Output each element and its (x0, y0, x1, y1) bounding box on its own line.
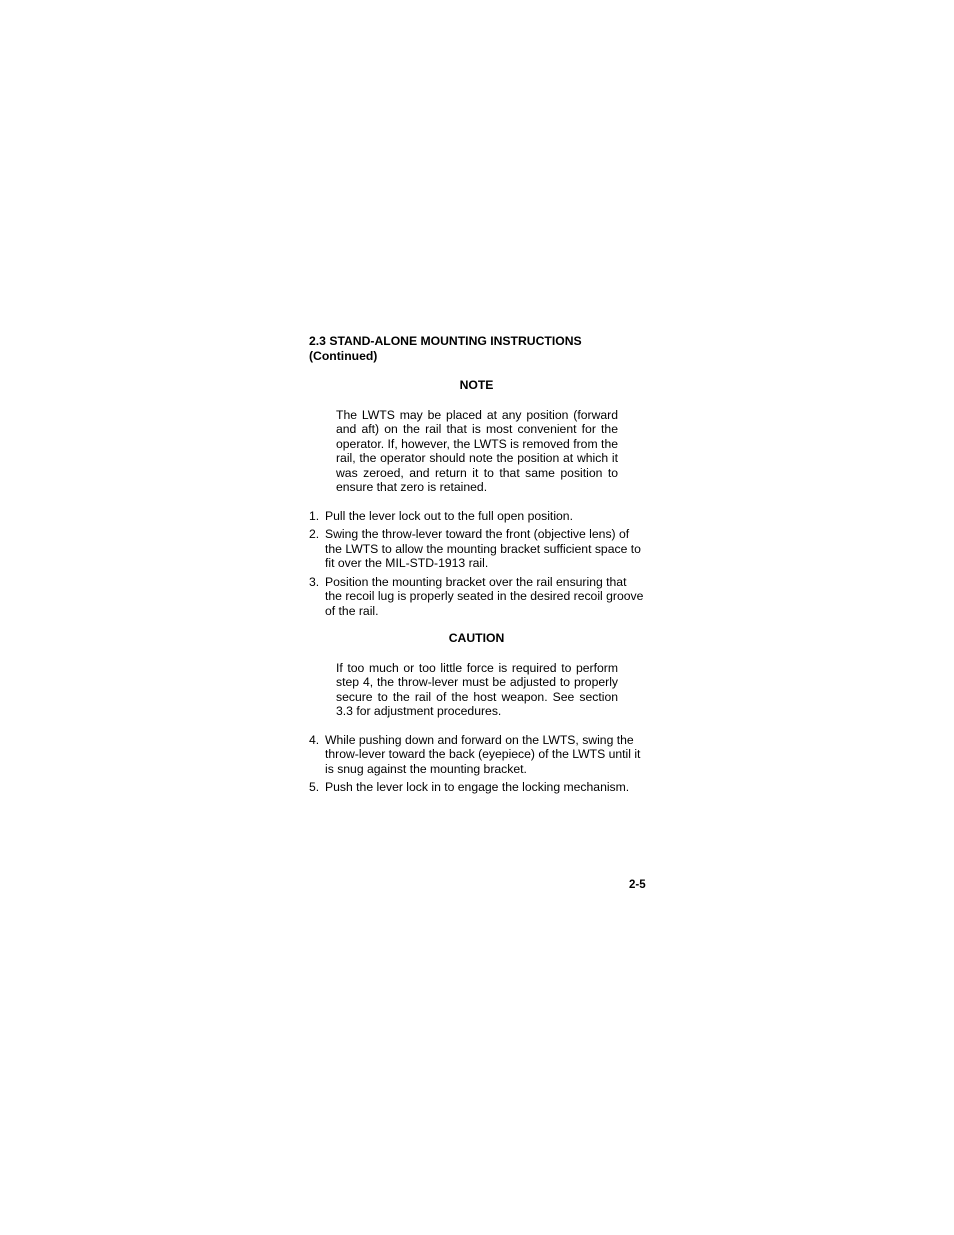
note-title: NOTE (459, 378, 494, 392)
manual-page-content (309, 334, 644, 799)
step-text: Swing the throw-lever toward the front (objective lens) of the LWTS to allow the mounting bracket sufficient space to fit over the MIL-STD-1913 rail. (325, 527, 641, 570)
instruction-step (309, 780, 644, 795)
instruction-step (309, 527, 644, 571)
instruction-steps-list (309, 509, 644, 619)
step-number: 3. (309, 574, 320, 589)
instruction-step (309, 509, 644, 524)
instruction-steps-list-continued (309, 733, 644, 795)
step-text: Pull the lever lock out to the full open position. (325, 508, 573, 523)
step-text: Push the lever lock in to engage the locking mechanism. (325, 780, 630, 794)
step-number: 2. (309, 527, 320, 541)
step-text: While pushing down and forward on the LWTS, swing the throw-lever toward the back (eyepiece) of the LWTS until it is snug against the mounting bracket. (325, 732, 641, 776)
instruction-step (309, 575, 644, 619)
section-heading (309, 334, 644, 363)
step-number: 5. (309, 780, 320, 794)
step-text: Position the mounting bracket over the rail ensuring that the recoil lug is properly seated in the desired recoil groove of the rail. (325, 574, 644, 618)
caution-body: If too much or too little force is required to perform step 4, the throw-lever must be adjusted to properly secure to the rail of the host weapon. See section 3.3 for adjustment procedures. (336, 660, 618, 718)
note-body: The LWTS may be placed at any position (forward and aft) on the rail that is most convenient for the operator. If, however, the LWTS is removed from the rail, the operator should note the position at which it was zeroed, and return it to that same position to ensure that zero is retained. (336, 407, 618, 494)
step-number: 1. (309, 508, 320, 523)
section-heading-continued: (Continued) (309, 348, 378, 363)
section-heading-title: 2.3 STAND-ALONE MOUNTING INSTRUCTIONS (309, 334, 582, 348)
step-number: 4. (309, 732, 320, 747)
page-number: 2-5 (629, 879, 646, 891)
caution-title: CAUTION (448, 631, 505, 645)
instruction-step (309, 733, 644, 777)
